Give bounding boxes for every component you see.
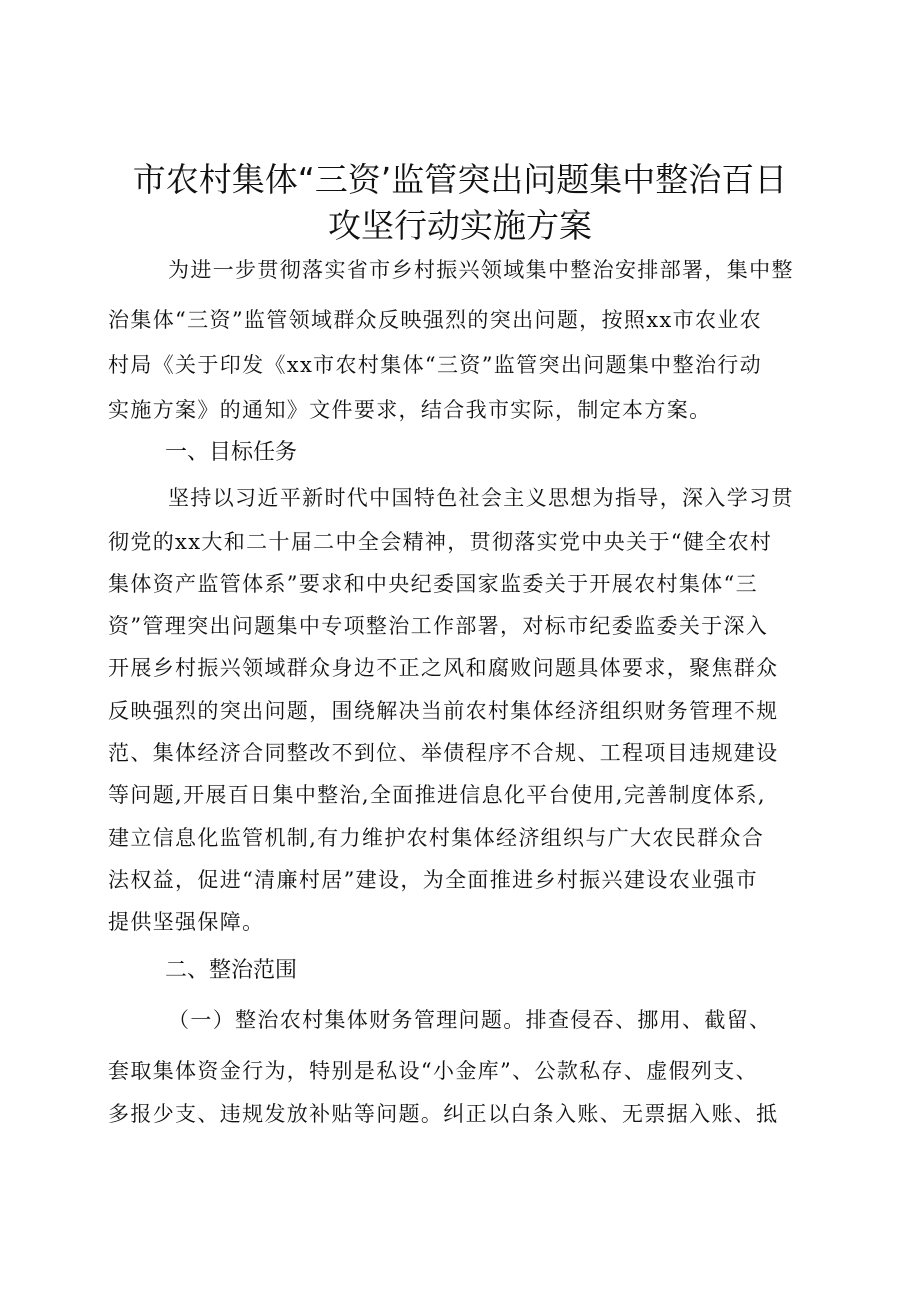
section1-line: 范、集体经济合同整改不到位、举债程序不合规、工程项目违规建设 xyxy=(108,741,779,765)
intro-line: 实施方案》的通知》文件要求，结合我市实际，制定本方案。 xyxy=(108,398,712,422)
section2-line: 多报少支、违规发放补贴等问题。纠正以白条入账、无票据入账、抵 xyxy=(108,1102,779,1126)
section1-line: 开展乡村振兴领域群众身边不正之风和腐败问题具体要求，聚焦群众 xyxy=(108,656,779,680)
section1-line: 等问题,开展百日集中整治,全面推进信息化平台使用,完善制度体系, xyxy=(108,783,766,807)
section1-line: 集体资产监管体系”要求和中央纪委国家监委关于开展农村集体“三 xyxy=(108,572,758,596)
section1-line: 法权益，促进“清廉村居”建设，为全面推进乡村振兴建设农业强市 xyxy=(108,868,758,892)
intro-line: 为进一步贯彻落实省市乡村振兴领域集中整治安排部署，集中整 xyxy=(168,258,794,282)
section2-line: （一）整治农村集体财务管理问题。排查侵吞、挪用、截留、 xyxy=(168,1008,772,1032)
section1-line: 提供坚强保障。 xyxy=(108,910,265,934)
intro-line: 治集体“三资”监管领域群众反映强烈的突出问题，按照xx市农业农 xyxy=(108,308,763,332)
document-title-line-1: 市农村集体“三资’监管突出问题集中整治百日 xyxy=(132,160,788,199)
section1-line: 彻党的xx大和二十届二中全会精神，贯彻落实党中央关于“健全农村 xyxy=(108,530,773,554)
section-heading: 一、目标任务 xyxy=(165,440,298,465)
section2-line: 套取集体资金行为，特别是私设“小金库”、公款私存、虚假列支、 xyxy=(108,1059,758,1083)
intro-line: 村局《关于印发《xx市农村集体“三资”监管突出问题集中整治行动 xyxy=(108,353,763,377)
section1-line: 资”管理突出问题集中专项整治工作部署，对标市纪委监委关于深入 xyxy=(108,614,769,638)
section1-line: 建立信息化监管机制,有力维护农村集体经济组织与广大农民群众合 xyxy=(108,826,765,850)
document-title-line-2: 攻坚行动实施方案 xyxy=(328,206,592,245)
section1-line: 反映强烈的突出问题，围绕解决当前农村集体经济组织财务管理不规 xyxy=(108,699,779,723)
section-heading: 二、整治范围 xyxy=(165,958,298,983)
section1-line: 坚持以习近平新时代中国特色社会主义思想为指导，深入学习贯 xyxy=(168,486,794,510)
